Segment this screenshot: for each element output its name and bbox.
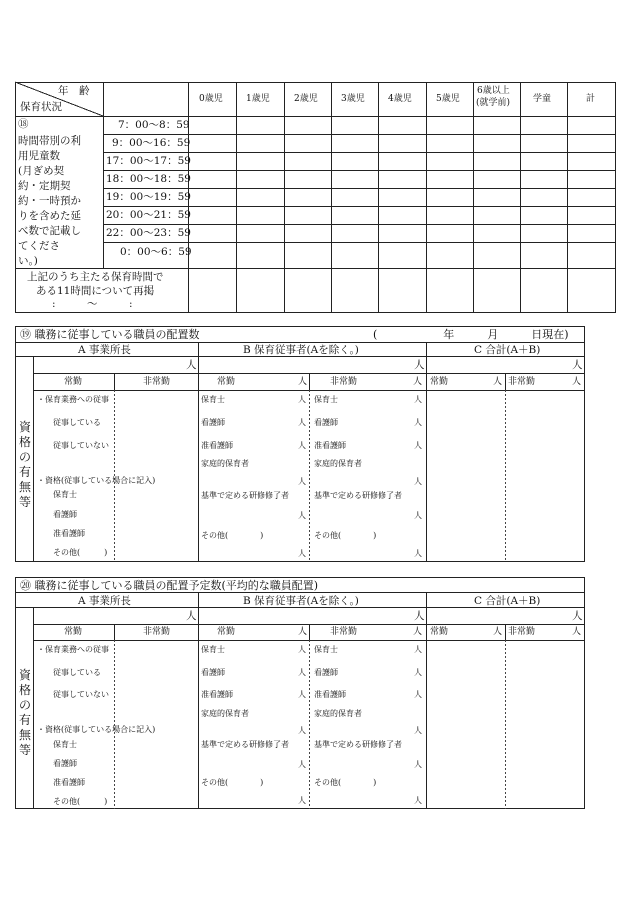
col-a-header: A 事業所長 [78, 595, 131, 607]
b-item: 准看護師 [201, 441, 233, 450]
section-19-title: ⑲ 職務に従事している職員の配置数 [20, 328, 200, 341]
b-item: その他( ) [314, 778, 377, 787]
qualification-vertical-label: 資格の有無等 [18, 668, 31, 757]
unit-person: 人 [414, 511, 422, 520]
as-of-date: ( 年 月 日現在) [373, 328, 569, 341]
b-item: 准看護師 [314, 690, 346, 699]
unit-person: 人 [414, 418, 422, 427]
header-preschool: (就学前) [476, 98, 511, 108]
section-18-label-line: (月ぎめ契 [18, 165, 65, 177]
unit-person: 人 [414, 760, 422, 769]
section-18-number: ⑱ [18, 118, 29, 130]
unit-person: 人 [493, 377, 503, 387]
unit-person: 人 [414, 359, 425, 371]
header-age-2: 2歳児 [294, 94, 318, 104]
b-item: その他( ) [314, 531, 377, 540]
a-item: 従事していない [53, 690, 109, 699]
unit-person: 人 [572, 610, 583, 622]
b-item: 看護師 [314, 668, 338, 677]
header-age-5: 5歳児 [436, 94, 460, 104]
unit-person: 人 [414, 610, 425, 622]
section-18-label-line: 約・一時預か [18, 195, 81, 207]
jokin-label: 常勤 [64, 377, 83, 387]
unit-person: 人 [298, 690, 306, 699]
a-item: ・資格(従事している場合に記入) [37, 725, 156, 734]
header-age-1: 1歳児 [246, 94, 270, 104]
a-item: 保育士 [53, 490, 77, 499]
a-item: 看護師 [53, 510, 77, 519]
unit-person: 人 [414, 395, 422, 404]
hijokin-label: 非常勤 [508, 627, 536, 637]
b-item: その他( ) [201, 778, 264, 787]
b-item: 家庭的保育者 [314, 459, 362, 468]
header-total: 計 [586, 94, 596, 104]
corner-age-label: 年 齢 [58, 85, 90, 97]
b-item: 基準で定める研修修了者 [314, 491, 402, 500]
b-item: 保育士 [201, 395, 225, 404]
time-slot: 0：00〜6：59 [120, 246, 192, 258]
section-18-label-line: い。) [18, 255, 38, 267]
col-a-header: A 事業所長 [78, 344, 131, 356]
hijokin-label: 非常勤 [143, 377, 171, 387]
time-slot: 17：00〜17：59 [106, 155, 191, 167]
unit-person: 人 [572, 377, 582, 387]
unit-person: 人 [298, 760, 306, 769]
time-slot: 22：00〜23：59 [106, 227, 191, 239]
a-item: その他( ) [53, 797, 108, 806]
a-item: 保育士 [53, 740, 77, 749]
section-18-label-line: 時間帯別の利 [18, 135, 81, 147]
unit-person: 人 [413, 377, 423, 387]
unit-person: 人 [414, 796, 422, 805]
qualification-vertical-label: 資格の有無等 [18, 420, 31, 509]
a-item: 准看護師 [53, 529, 85, 538]
jokin-label: 常勤 [64, 627, 83, 637]
hijokin-label: 非常勤 [330, 377, 358, 387]
unit-person: 人 [298, 627, 308, 637]
section-18-label-line: 用児童数 [18, 150, 60, 162]
a-item: 従事している [53, 418, 101, 427]
unit-person: 人 [298, 726, 306, 735]
b-item: 基準で定める研修修了者 [314, 740, 402, 749]
jokin-label: 常勤 [217, 377, 236, 387]
unit-person: 人 [298, 645, 306, 654]
unit-person: 人 [298, 549, 306, 558]
header-age-4: 4歳児 [388, 94, 412, 104]
unit-person: 人 [414, 477, 422, 486]
b-item: 保育士 [201, 645, 225, 654]
unit-person: 人 [572, 627, 582, 637]
unit-person: 人 [414, 441, 422, 450]
b-item: 基準で定める研修修了者 [201, 740, 289, 749]
unit-person: 人 [414, 549, 422, 558]
b-item: 家庭的保育者 [314, 709, 362, 718]
unit-person: 人 [413, 627, 423, 637]
unit-person: 人 [298, 511, 306, 520]
main-hours-time-range: : 〜 : [52, 298, 133, 310]
unit-person: 人 [493, 627, 503, 637]
col-b-header: B 保育従事者(Aを除く。) [243, 344, 359, 356]
a-item: 看護師 [53, 759, 77, 768]
b-item: 保育士 [314, 395, 338, 404]
col-c-header: C 合計(A＋B) [474, 344, 541, 356]
time-slot: 19：00〜19：59 [106, 191, 191, 203]
main-hours-note: 上記のうち主たる保育時間で [27, 271, 164, 283]
section-18-label-line: 約・定期契 [18, 180, 71, 192]
unit-person: 人 [414, 726, 422, 735]
unit-person: 人 [414, 690, 422, 699]
unit-person: 人 [298, 477, 306, 486]
unit-person: 人 [414, 645, 422, 654]
header-age-0: 0歳児 [199, 94, 223, 104]
unit-person: 人 [298, 395, 306, 404]
col-c-header: C 合計(A＋B) [474, 595, 541, 607]
jokin-label: 常勤 [430, 627, 449, 637]
a-item: その他( ) [53, 548, 108, 557]
unit-person: 人 [572, 359, 583, 371]
col-b-header: B 保育従事者(Aを除く。) [243, 595, 359, 607]
header-gakudo: 学童 [533, 94, 552, 104]
b-item: 看護師 [201, 418, 225, 427]
a-item: 准看護師 [53, 778, 85, 787]
hijokin-label: 非常勤 [330, 627, 358, 637]
main-hours-note: ある11時間について再掲 [36, 285, 155, 297]
b-item: 准看護師 [314, 441, 346, 450]
section-20-title: ⑳ 職務に従事している職員の配置予定数(平均的な職員配置) [20, 579, 319, 592]
hijokin-label: 非常勤 [143, 627, 171, 637]
corner-status-label: 保育状況 [20, 101, 62, 113]
time-slot: 20：00〜21：59 [106, 209, 191, 221]
section-18-label-line: べ数で記載し [18, 225, 81, 237]
b-item: 家庭的保育者 [201, 709, 249, 718]
hijokin-label: 非常勤 [508, 377, 536, 387]
b-item: 基準で定める研修修了者 [201, 491, 289, 500]
a-item: ・保育業務への従事 [37, 395, 109, 404]
time-slot: 7：00〜8：59 [118, 119, 190, 131]
header-age-6: 6歳以上 [477, 86, 510, 96]
unit-person: 人 [186, 610, 197, 622]
b-item: 看護師 [201, 668, 225, 677]
a-item: 従事している [53, 668, 101, 677]
b-item: 准看護師 [201, 690, 233, 699]
b-item: 家庭的保育者 [201, 459, 249, 468]
b-item: 保育士 [314, 645, 338, 654]
unit-person: 人 [186, 359, 197, 371]
time-slot: 9：00〜16：59 [112, 137, 191, 149]
b-item: 看護師 [314, 418, 338, 427]
a-item: ・資格(従事している場合に記入) [37, 476, 156, 485]
jokin-label: 常勤 [430, 377, 449, 387]
b-item: その他( ) [201, 531, 264, 540]
unit-person: 人 [298, 441, 306, 450]
jokin-label: 常勤 [217, 627, 236, 637]
unit-person: 人 [414, 668, 422, 677]
time-slot: 18：00〜18：59 [106, 173, 191, 185]
unit-person: 人 [298, 377, 308, 387]
section-18-label-line: てくださ [18, 240, 60, 252]
unit-person: 人 [298, 796, 306, 805]
section-18-label-line: りを含めた延 [18, 210, 81, 222]
a-item: 従事していない [53, 441, 109, 450]
header-age-3: 3歳児 [341, 94, 365, 104]
unit-person: 人 [298, 668, 306, 677]
unit-person: 人 [298, 418, 306, 427]
a-item: ・保育業務への従事 [37, 645, 109, 654]
